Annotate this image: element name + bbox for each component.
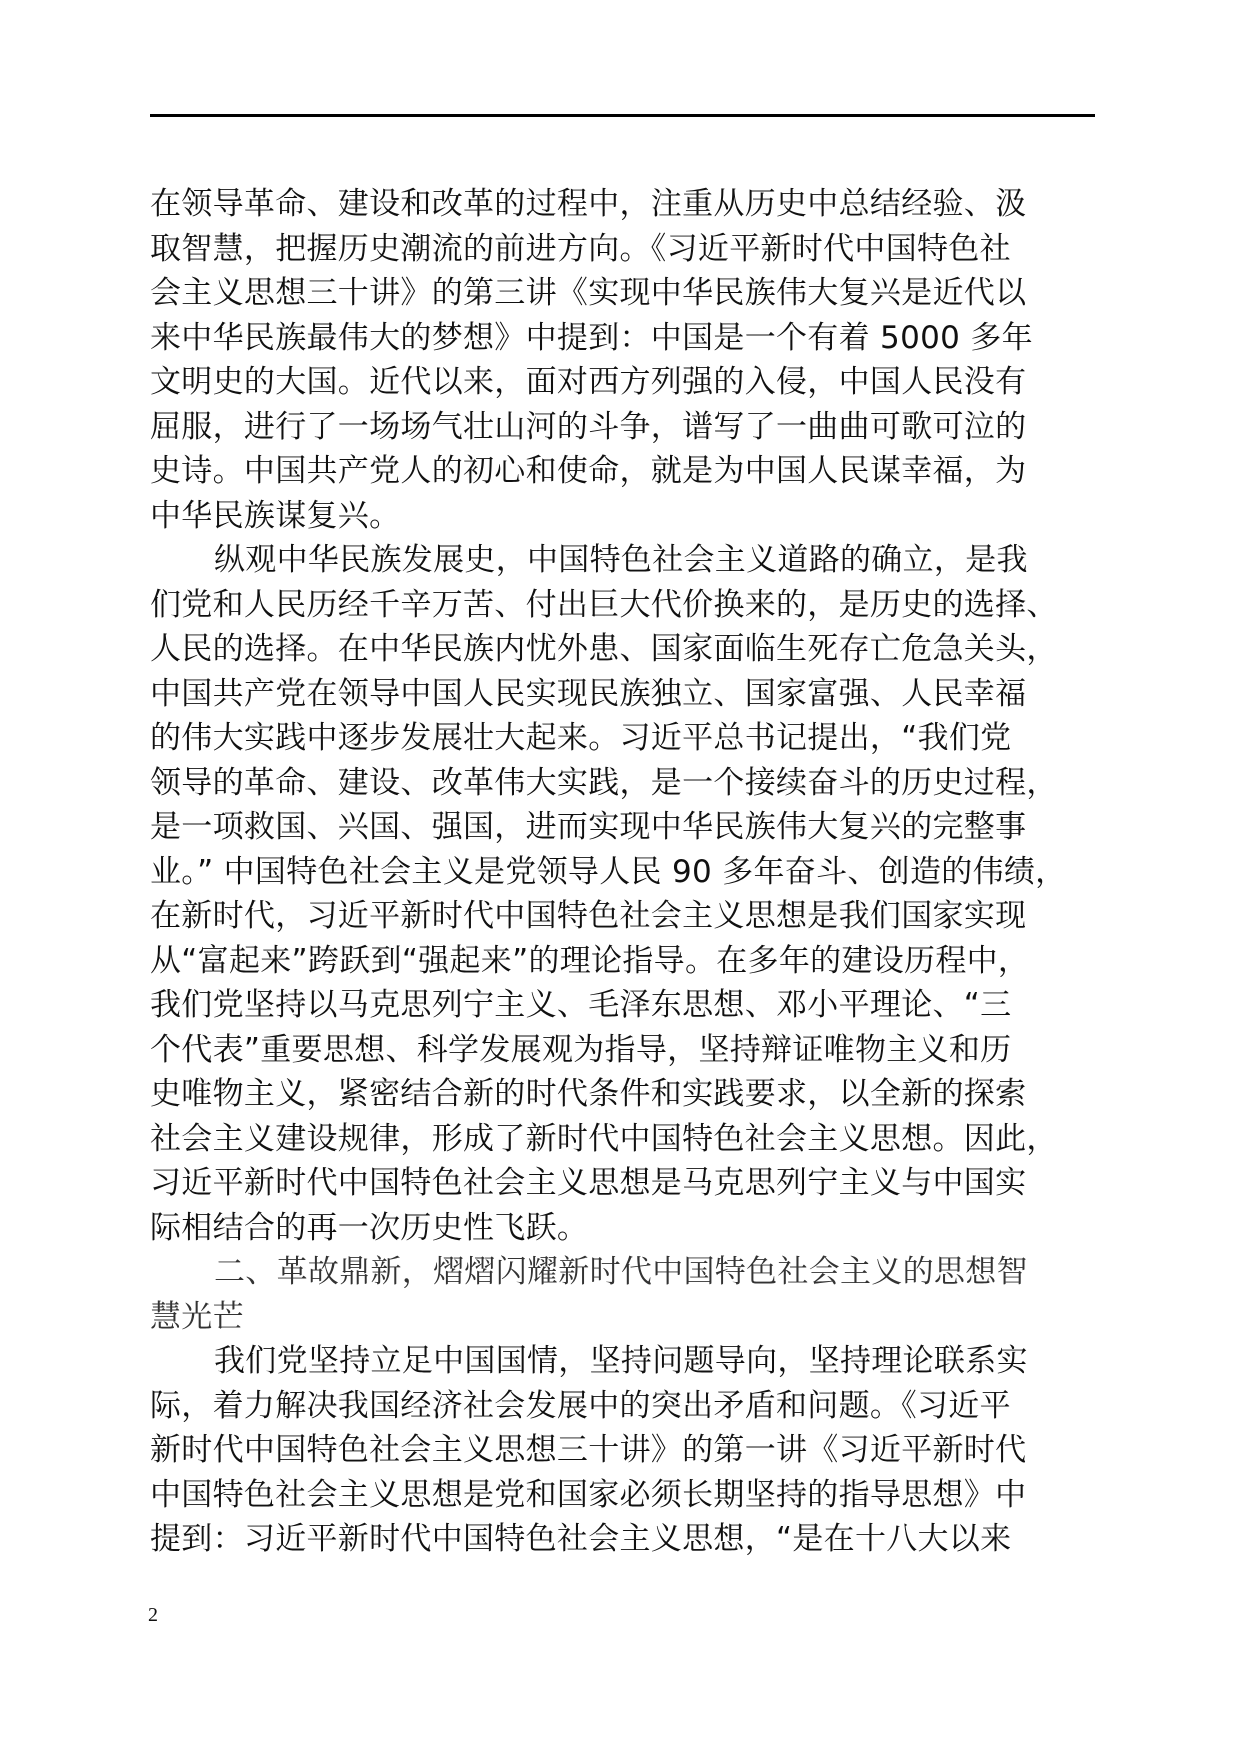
- page-number: 2: [148, 1604, 158, 1626]
- text-line: 们党和人民历经千辛万苦、付出巨大代价换来的，是历史的选择、: [150, 586, 1058, 623]
- text-line: 从“富起来”跨跃到“强起来”的理论指导。在多年的建设历程中，: [150, 942, 1030, 979]
- text-line: 提到：习近平新时代中国特色社会主义思想，“是在十八大以来: [150, 1521, 1012, 1557]
- text-line: 习近平新时代中国特色社会主义思想是马克思列宁主义与中国实: [150, 1165, 1027, 1201]
- text-line: 中华民族谋复兴。: [150, 497, 401, 534]
- heading-line: 慧光芒: [150, 1298, 244, 1335]
- text-line: 新时代中国特色社会主义思想三十讲》的第一讲《习近平新时代: [150, 1432, 1027, 1468]
- header-rule: [150, 114, 1095, 117]
- section-heading: [150, 1250, 1095, 1339]
- text-line: 领导的革命、建设、改革伟大实践，是一个接续奋斗的历史过程，: [150, 764, 1058, 801]
- text-line: 业。” 中国特色社会主义是党领导人民 90 多年奋斗、创造的伟绩，: [150, 853, 1067, 890]
- paragraph: [150, 1339, 1095, 1562]
- text-line: 纵观中华民族发展史，中国特色社会主义道路的确立，是我: [214, 542, 1028, 578]
- document-body: [150, 182, 1095, 1562]
- text-line: 社会主义建设规律，形成了新时代中国特色社会主义思想。因此，: [150, 1120, 1058, 1157]
- text-line: 文明史的大国。近代以来，面对西方列强的入侵，中国人民没有: [150, 364, 1027, 400]
- paragraph: [150, 182, 1095, 538]
- text-line: 史唯物主义，紧密结合新的时代条件和实践要求，以全新的探索: [150, 1076, 1027, 1112]
- text-line: 际相结合的再一次历史性飞跃。: [150, 1209, 589, 1246]
- text-line: 的伟大实践中逐步发展壮大起来。习近平总书记提出，“我们党: [150, 720, 1012, 756]
- text-line: 个代表”重要思想、科学发展观为指导，坚持辩证唯物主义和历: [150, 1031, 1012, 1068]
- text-line: 中国共产党在领导中国人民实现民族独立、国家富强、人民幸福: [150, 675, 1027, 712]
- text-line: 人民的选择。在中华民族内忧外患、国家面临生死存亡危急关头，: [150, 631, 1058, 667]
- text-line: 际，着力解决我国经济社会发展中的突出矛盾和问题。《习近平: [150, 1387, 1011, 1424]
- text-line: 来中华民族最伟大的梦想》中提到：中国是一个有着 5000 多年: [150, 319, 1033, 356]
- text-line: 是一项救国、兴国、强国，进而实现中华民族伟大复兴的完整事: [150, 809, 1027, 845]
- text-line: 我们党坚持以马克思列宁主义、毛泽东思想、邓小平理论、“三: [150, 987, 1012, 1023]
- text-line: 我们党坚持立足中国国情，坚持问题导向，坚持理论联系实: [214, 1343, 1028, 1379]
- text-line: 史诗。中国共产党人的初心和使命，就是为中国人民谋幸福，为: [150, 453, 1027, 489]
- text-line: 在领导革命、建设和改革的过程中，注重从历史中总结经验、汲: [150, 186, 1027, 222]
- paragraph: [150, 538, 1095, 1250]
- text-line: 会主义思想三十讲》的第三讲《实现中华民族伟大复兴是近代以: [150, 275, 1027, 311]
- heading-line: 二、革故鼎新，熠熠闪耀新时代中国特色社会主义的思想智: [214, 1254, 1028, 1290]
- text-line: 在新时代，习近平新时代中国特色社会主义思想是我们国家实现: [150, 898, 1027, 934]
- text-line: 中国特色社会主义思想是党和国家必须长期坚持的指导思想》中: [150, 1476, 1027, 1513]
- text-line: 屈服，进行了一场场气壮山河的斗争，谱写了一曲曲可歌可泣的: [150, 408, 1027, 445]
- text-line: 取智慧，把握历史潮流的前进方向。《习近平新时代中国特色社: [150, 230, 1011, 267]
